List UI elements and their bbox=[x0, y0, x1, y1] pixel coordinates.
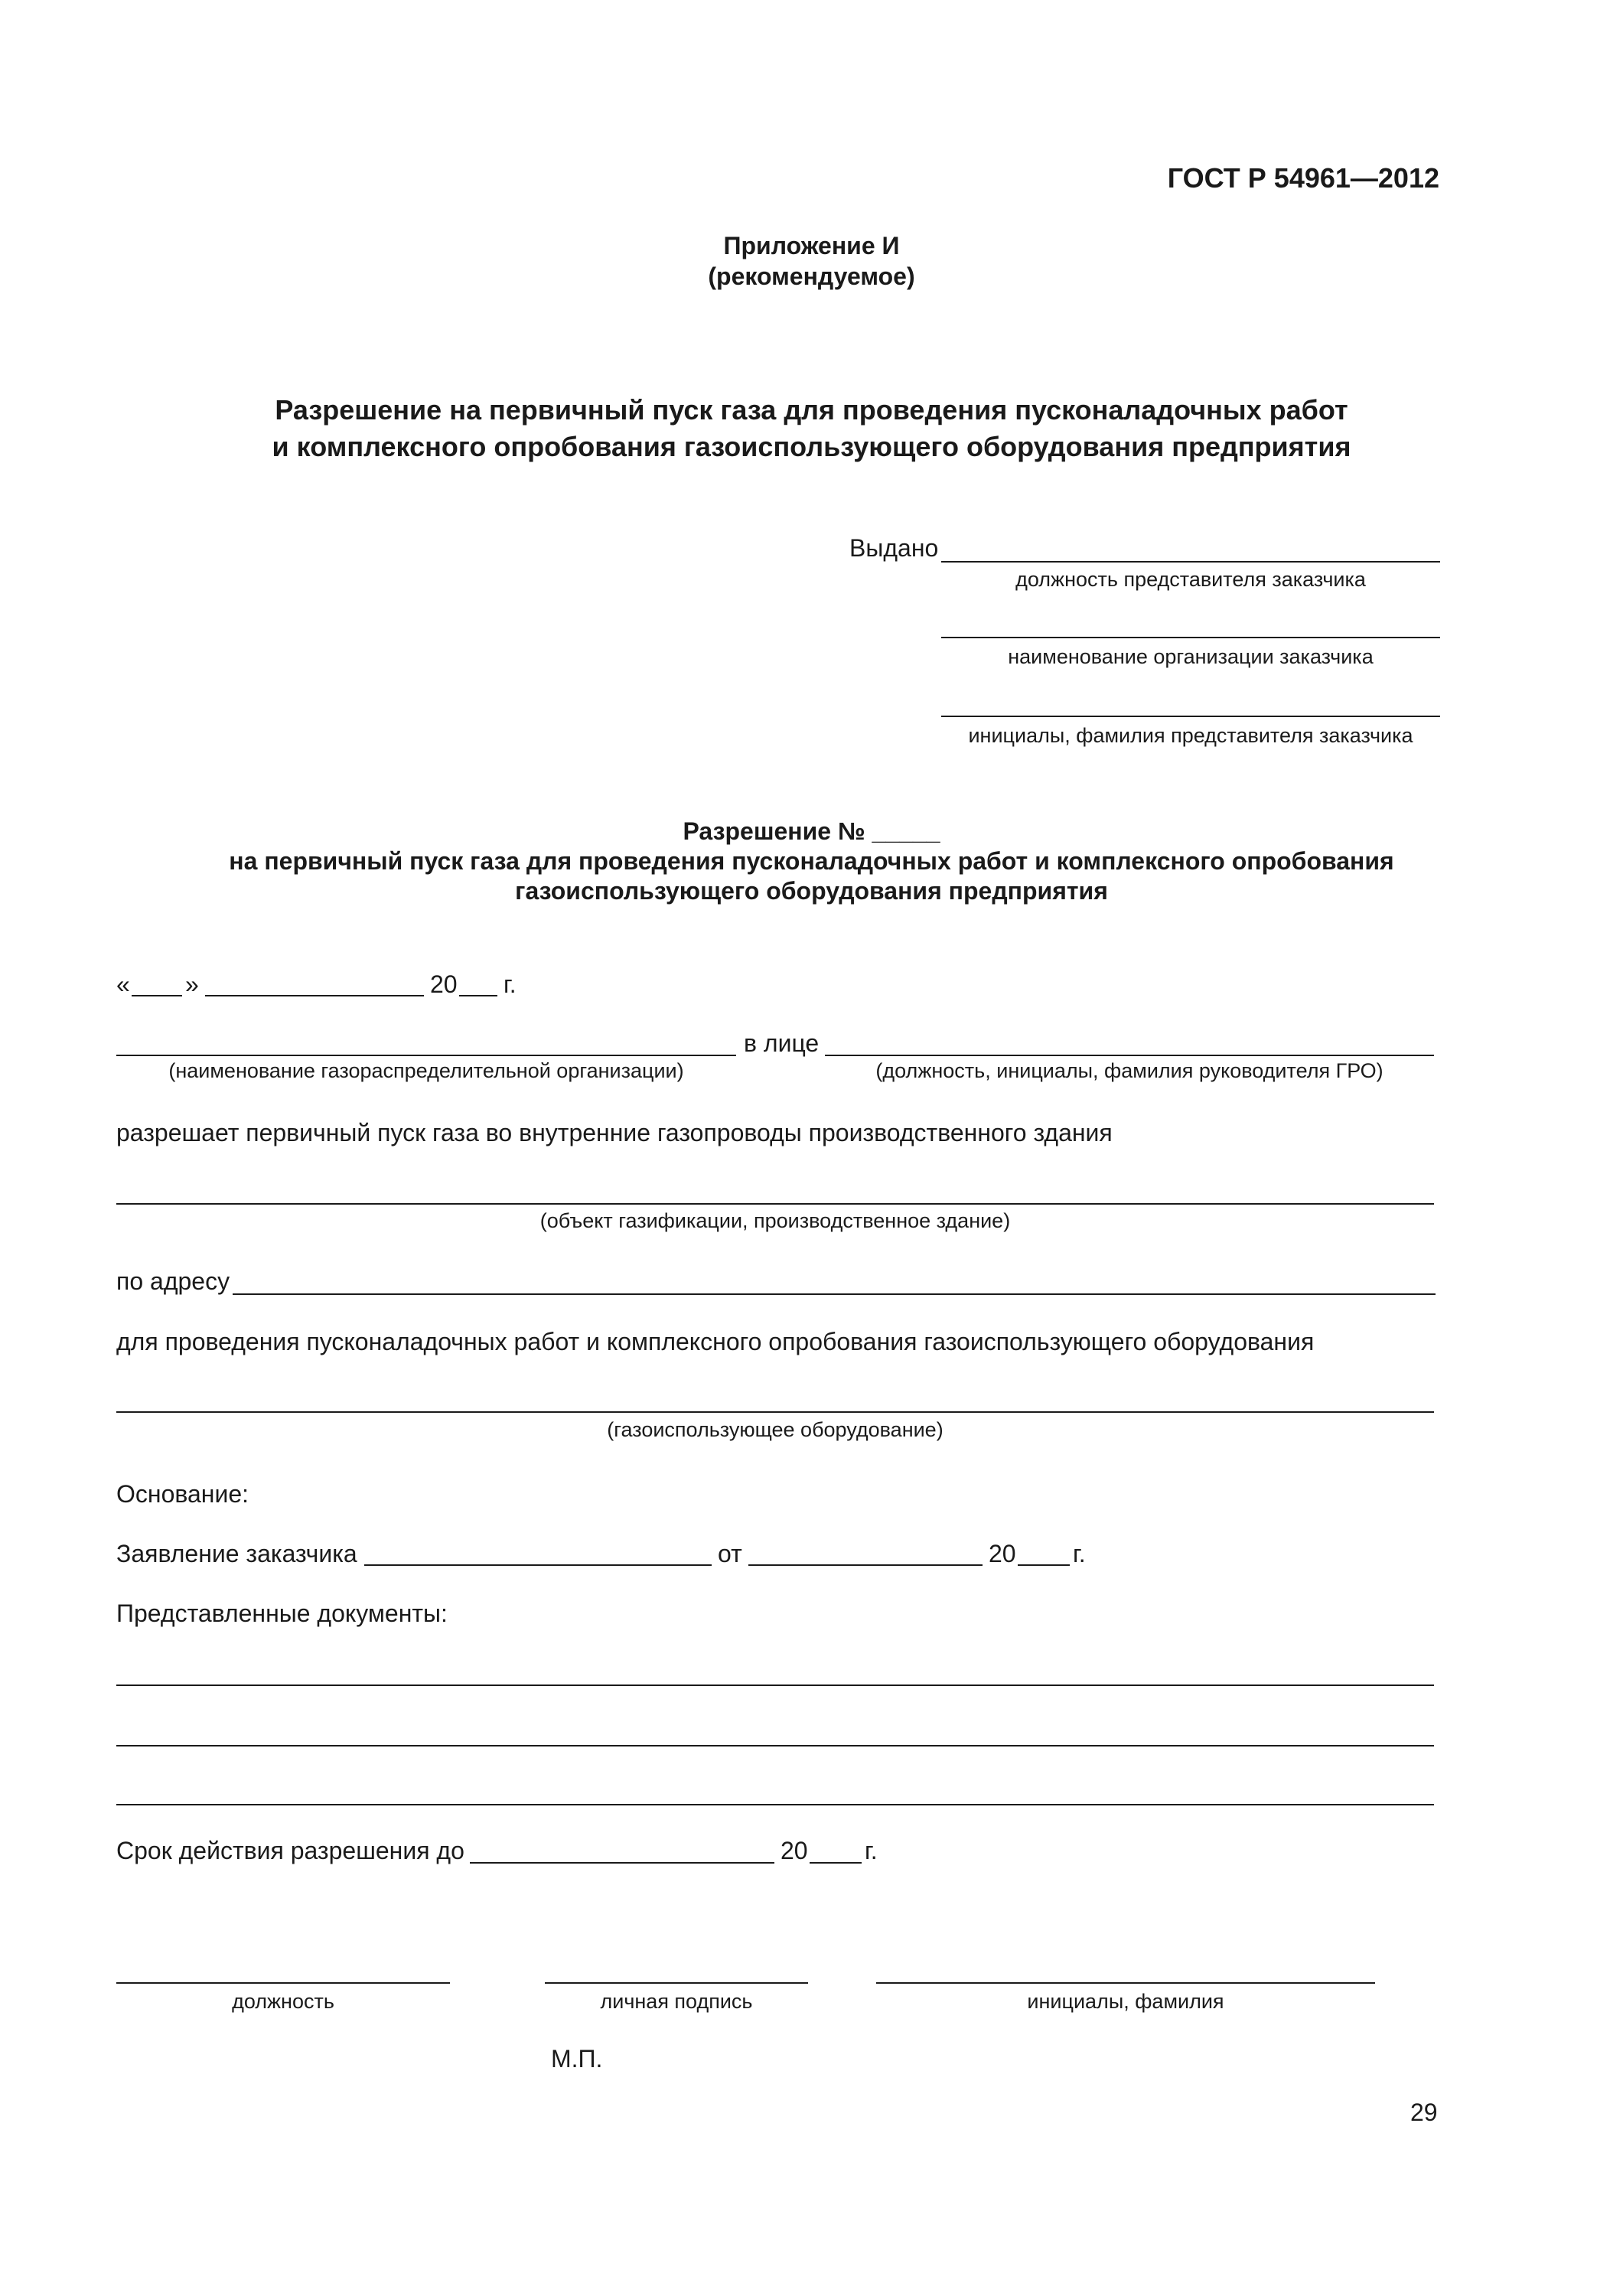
date-open-quote: « bbox=[116, 970, 130, 998]
application-label: Заявление заказчика bbox=[116, 1540, 357, 1567]
doc-title-line2: и комплексного опробования газоиспользующего оборудования предприятия bbox=[272, 431, 1351, 462]
signature-name-line bbox=[876, 1982, 1375, 1984]
caption-signature: личная подпись bbox=[600, 1990, 753, 2013]
equipment-line bbox=[116, 1411, 1434, 1413]
standard-number: ГОСТ Р 54961—2012 bbox=[1167, 162, 1439, 194]
issued-line-2 bbox=[941, 637, 1440, 638]
address-line bbox=[233, 1293, 1436, 1295]
documents-label: Представленные документы: bbox=[116, 1600, 448, 1627]
application-year-line bbox=[1018, 1564, 1070, 1566]
validity-year-suffix: г. bbox=[865, 1837, 878, 1864]
validity-date-line bbox=[470, 1862, 774, 1864]
caption-name: инициалы, фамилия bbox=[1027, 1990, 1224, 2013]
documents-line-3 bbox=[116, 1804, 1434, 1805]
application-year-prefix: 20 bbox=[989, 1540, 1016, 1567]
appendix-title: Приложение И bbox=[723, 232, 900, 259]
application-date-line bbox=[748, 1564, 983, 1566]
address-label: по адресу bbox=[116, 1267, 230, 1295]
object-line bbox=[116, 1203, 1434, 1205]
gro-org-line bbox=[116, 1055, 736, 1056]
stamp-label: М.П. bbox=[551, 2045, 603, 2073]
date-month-line bbox=[205, 995, 424, 996]
in-person-label: в лице bbox=[744, 1029, 820, 1057]
date-close-quote: » bbox=[185, 970, 199, 998]
issued-caption-2: наименование организации заказчика bbox=[1008, 645, 1374, 668]
issued-caption-3: инициалы, фамилия представителя заказчика bbox=[968, 724, 1413, 747]
issued-line-3 bbox=[941, 716, 1440, 717]
caption-object: (объект газификации, производственное здание) bbox=[539, 1209, 1011, 1232]
date-year-suffix: г. bbox=[504, 970, 517, 998]
permit-subtitle-2: газоиспользующего оборудования предприятия bbox=[515, 877, 1108, 905]
doc-title-line1: Разрешение на первичный пуск газа для проведения пусконаладочных работ bbox=[275, 394, 1348, 426]
issued-caption-1: должность представителя заказчика bbox=[1015, 568, 1366, 591]
validity-year-line bbox=[810, 1862, 862, 1864]
gro-head-line bbox=[825, 1055, 1434, 1056]
caption-gro-head: (должность, инициалы, фамилия руководителя ГРО) bbox=[875, 1059, 1383, 1082]
validity-year-prefix: 20 bbox=[781, 1837, 808, 1864]
permit-subtitle-1: на первичный пуск газа для проведения пусконаладочных работ и комплексного опробования bbox=[229, 847, 1394, 875]
caption-equipment: (газоиспользующее оборудование) bbox=[607, 1418, 943, 1441]
application-year-suffix: г. bbox=[1073, 1540, 1086, 1567]
documents-line-2 bbox=[116, 1745, 1434, 1746]
date-year-line bbox=[459, 995, 497, 996]
validity-label: Срок действия разрешения до bbox=[116, 1837, 464, 1864]
date-day-line bbox=[132, 995, 182, 996]
caption-position: должность bbox=[232, 1990, 334, 2013]
purpose-text: для проведения пусконаладочных работ и комплексного опробования газоиспользующего оборудования bbox=[116, 1328, 1315, 1355]
application-line bbox=[364, 1564, 712, 1566]
documents-line-1 bbox=[116, 1684, 1434, 1686]
permit-title: Разрешение № _____ bbox=[683, 817, 940, 845]
signature-sign-line bbox=[545, 1982, 808, 1984]
page-number: 29 bbox=[1410, 2099, 1438, 2126]
issued-label: Выдано bbox=[849, 534, 939, 562]
signature-position-line bbox=[116, 1982, 450, 1984]
permits-text: разрешает первичный пуск газа во внутренние газопроводы производственного здания bbox=[116, 1119, 1113, 1146]
appendix-subtitle: (рекомендуемое) bbox=[708, 263, 915, 290]
date-year-prefix: 20 bbox=[430, 970, 458, 998]
application-from-label: от bbox=[718, 1540, 742, 1567]
basis-label: Основание: bbox=[116, 1480, 249, 1508]
issued-line-1 bbox=[941, 561, 1440, 563]
caption-gro-org: (наименование газораспределительной организации) bbox=[168, 1059, 684, 1082]
